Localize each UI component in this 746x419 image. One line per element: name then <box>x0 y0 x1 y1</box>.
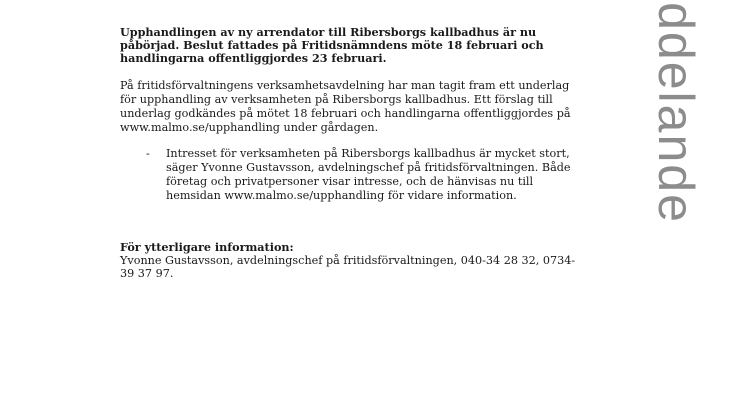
bullet-dash: - <box>146 147 150 160</box>
lead-paragraph: Upphandlingen av ny arrendator till Ribersborgs kallbadhus är nu påbörjad. Beslut fattades på Fritidsnämndens möte 18 februari och handlingarna offentliggjordes 23 februari. <box>120 25 544 65</box>
contact-heading: För ytterligare information: <box>120 240 294 254</box>
side-label-text: ddelande <box>648 2 705 224</box>
quote-bullet <box>120 147 580 203</box>
body-paragraph: På fritidsförvaltningens verksamhetsavdelning har man tagit fram ett underlag för upphandling av verksamheten på Ribersborgs kallbadhus. Ett förslag till underlag godkändes på mötet 18 februari och handlingarna offentliggjordes på www.malmo.se/upphandling under gårdagen. <box>120 79 571 134</box>
side-label <box>646 0 706 226</box>
press-release-content <box>120 26 580 280</box>
contact-block <box>120 241 580 280</box>
contact-details: Yvonne Gustavsson, avdelningschef på fritidsförvaltningen, 040-34 28 32, 0734-39 37 97. <box>120 254 576 280</box>
quote-text: Intresset för verksamheten på Ribersborgs kallbadhus är mycket stort, säger Yvonne Gustavsson, avdelningschef på fritidsförvaltningen. Både företag och privatpersoner visar intresse, och de hänvisas nu till hemsidan www.malmo.se/upphandling för vidare information. <box>166 147 571 202</box>
